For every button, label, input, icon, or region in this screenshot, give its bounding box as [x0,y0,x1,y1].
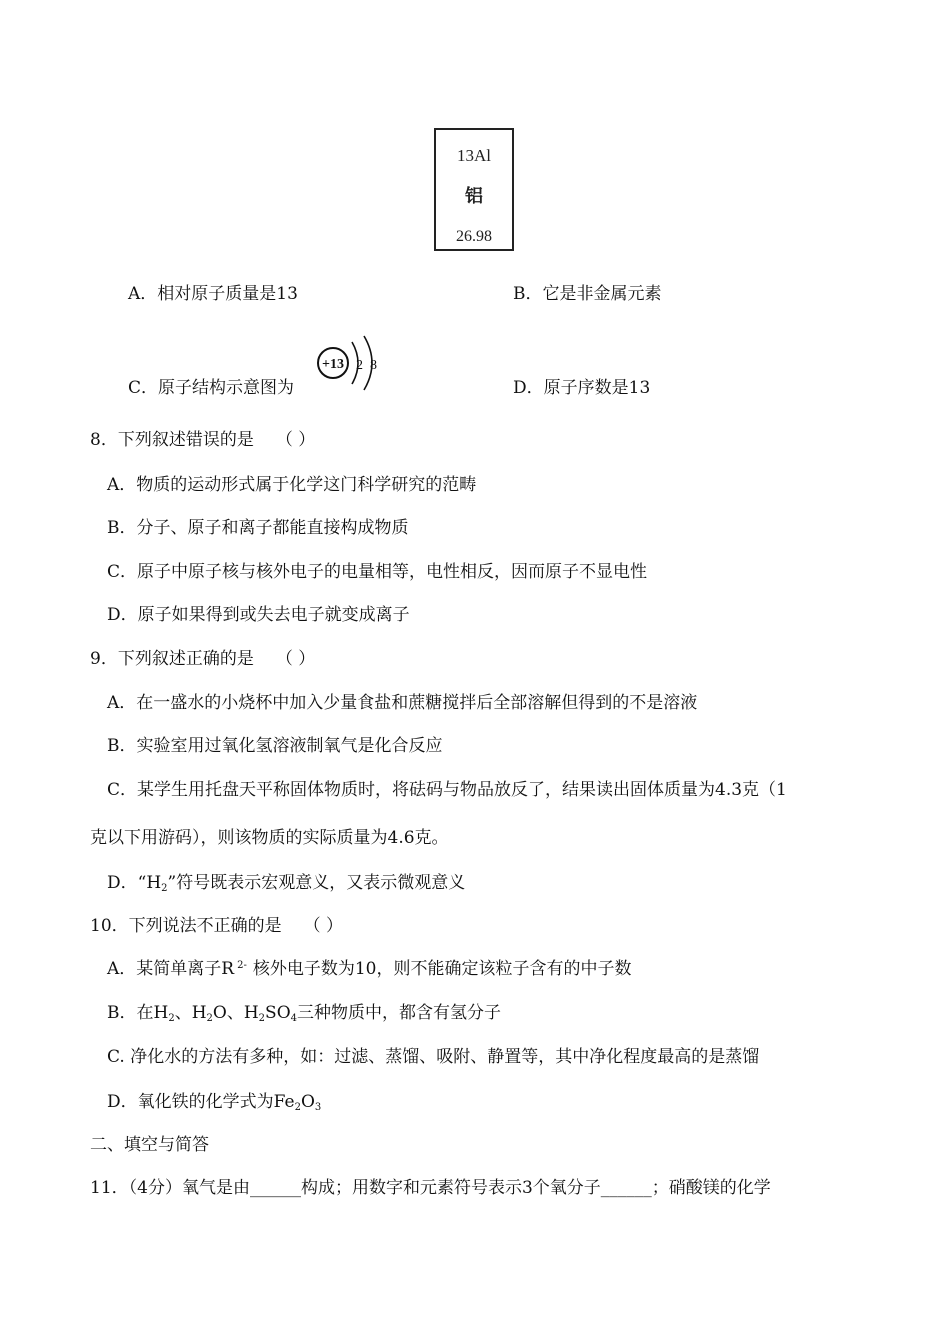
q7-option-c: C．原子结构示意图为 [128,378,295,398]
q7-option-d: D．原子序数是13 [513,378,651,398]
q8-option-c: C．原子中原子核与核外电子的电量相等，电性相反，因而原子不显电性 [107,562,648,582]
q7-option-b: B．它是非金属元素 [513,284,662,304]
shell-2-electrons: 8 [370,358,377,373]
q8-stem: 8．下列叙述错误的是 （ ） [90,430,316,450]
q8-option-a: A．物质的运动形式属于化学这门科学研究的范畴 [107,475,477,495]
element-card-aluminum [434,128,514,251]
q10-option-b: B．在$H_2$、$H_2O$、$H_2SO_4$三种物质中，都含有氢分子 [107,1003,502,1024]
element-mass: 26.98 [456,228,492,245]
q9-option-a: A．在一盛水的小烧杯中加入少量食盐和蔗糖搅拌后全部溶解但得到的不是溶液 [107,693,698,713]
section-2-heading: 二、填空与简答 [90,1135,209,1155]
shell-1-electrons: 2 [356,358,363,373]
nucleus-charge: +13 [322,357,344,372]
element-number-symbol: 13Al [457,146,491,165]
q9-option-c-line1: C．某学生用托盘天平称固体物质时，将砝码与物品放反了，结果读出固体质量为4.3克（1 [107,780,787,800]
element-name: 铝 [465,186,483,206]
q11-stem: 11．（4分）氧气是由______构成；用数字和元素符号表示3个氧分子______；硝酸镁的化学 [90,1178,771,1198]
q10-option-d: D．氧化铁的化学式为$Fe_2O_3$ [107,1092,322,1113]
q7-option-a: A．相对原子质量是13 [128,284,298,304]
atomic-structure-diagram [312,332,384,392]
q10-option-c: C. 净化水的方法有多种，如：过滤、蒸馏、吸附、静置等，其中净化程度最高的是蒸馏 [107,1047,760,1067]
q8-option-d: D．原子如果得到或失去电子就变成离子 [107,605,410,625]
q9-option-d: D．“$H_2$”符号既表示宏观意义，又表示微观意义 [107,873,466,894]
q10-stem: 10．下列说法不正确的是 （ ） [90,916,344,936]
q8-option-b: B．分子、原子和离子都能直接构成物质 [107,518,409,538]
q9-option-c-line2: 克以下用游码），则该物质的实际质量为4.6克。 [90,828,449,848]
q10-option-a: A．某简单离子R $^{2-}$ 核外电子数为10，则不能确定该粒子含有的中子数 [107,959,632,979]
q9-option-b: B．实验室用过氧化氢溶液制氧气是化合反应 [107,736,443,756]
q9-stem: 9．下列叙述正确的是 （ ） [90,649,316,669]
